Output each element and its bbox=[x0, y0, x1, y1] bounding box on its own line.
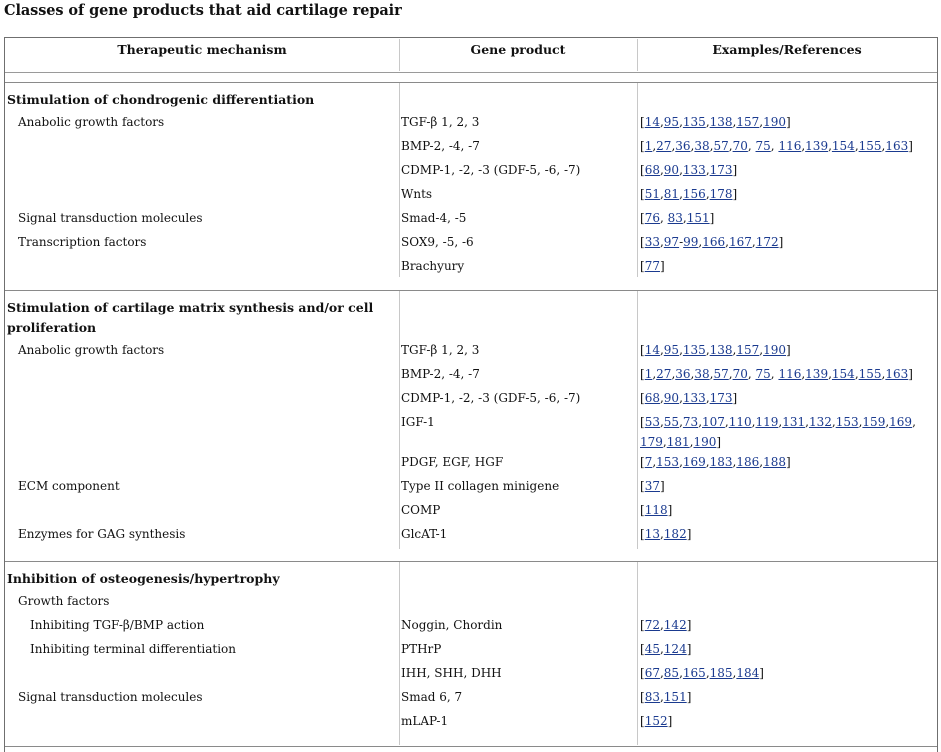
reference-link[interactable]: 53 bbox=[644, 415, 660, 429]
section-heading: proliferation bbox=[7, 320, 97, 335]
reference-link[interactable]: 157 bbox=[736, 343, 760, 357]
references-cell: [68,90,133,173] bbox=[640, 163, 738, 177]
reference-link[interactable]: 152 bbox=[644, 714, 668, 728]
reference-link[interactable]: 163 bbox=[885, 139, 909, 153]
reference-link[interactable]: 36 bbox=[675, 367, 691, 381]
reference-link[interactable]: 90 bbox=[663, 163, 680, 177]
gene-product-cell: Smad-4, -5 bbox=[401, 211, 467, 225]
reference-link[interactable]: 139 bbox=[805, 367, 829, 381]
reference-link[interactable]: 75 bbox=[755, 139, 771, 153]
gene-product-cell: CDMP-1, -2, -3 (GDF-5, -6, -7) bbox=[401, 391, 581, 405]
reference-link[interactable]: 116 bbox=[778, 367, 802, 381]
reference-link[interactable]: 188 bbox=[763, 455, 786, 469]
reference-link[interactable]: 14 bbox=[644, 115, 660, 129]
mechanism-label: ECM component bbox=[18, 479, 120, 493]
references-cell: [83,151] bbox=[640, 690, 692, 704]
reference-link[interactable]: 107 bbox=[702, 415, 725, 429]
references-cell: [77] bbox=[640, 259, 665, 273]
reference-link[interactable]: 72 bbox=[644, 618, 660, 632]
gene-product-cell: Wnts bbox=[401, 187, 433, 201]
gene-product-cell: mLAP-1 bbox=[401, 714, 449, 728]
references-cell: [33,97-99,166,167,172] bbox=[640, 235, 784, 249]
reference-link[interactable]: 138 bbox=[709, 115, 733, 129]
reference-link[interactable]: 133 bbox=[682, 163, 706, 177]
reference-link[interactable]: 133 bbox=[682, 391, 706, 405]
reference-link[interactable]: 179 bbox=[640, 435, 663, 449]
reference-link[interactable]: 166 bbox=[702, 235, 726, 249]
gene-product-cell: IHH, SHH, DHH bbox=[401, 666, 502, 680]
reference-link[interactable]: 135 bbox=[682, 343, 706, 357]
column-divider bbox=[399, 39, 400, 71]
reference-link[interactable]: 95 bbox=[663, 343, 680, 357]
reference-link[interactable]: 119 bbox=[755, 415, 779, 429]
reference-link[interactable]: 67 bbox=[644, 666, 660, 680]
reference-link[interactable]: 131 bbox=[782, 415, 806, 429]
reference-link[interactable]: 173 bbox=[709, 163, 733, 177]
reference-link[interactable]: 77 bbox=[644, 259, 660, 273]
reference-link[interactable]: 45 bbox=[644, 642, 660, 656]
mechanism-label: Inhibiting TGF-β/BMP action bbox=[30, 618, 205, 632]
references-cell: [152] bbox=[640, 714, 673, 728]
reference-link[interactable]: 163 bbox=[885, 367, 909, 381]
reference-link[interactable]: 173 bbox=[709, 391, 733, 405]
section-heading: Stimulation of cartilage matrix synthesis and/or cell bbox=[7, 300, 374, 315]
table-bottom-divider bbox=[5, 746, 937, 747]
reference-link[interactable]: 1 bbox=[644, 139, 653, 153]
reference-link[interactable]: 167 bbox=[728, 235, 752, 249]
reference-link[interactable]: 178 bbox=[709, 187, 733, 201]
references-cell: [118] bbox=[640, 503, 673, 517]
reference-link[interactable]: 155 bbox=[858, 139, 882, 153]
references-cell: [1,27,36,38,57,70, 75, 116,139,154,155,163] bbox=[640, 367, 913, 381]
reference-link[interactable]: 1 bbox=[644, 367, 653, 381]
gene-product-cell: Noggin, Chordin bbox=[401, 618, 503, 632]
reference-link[interactable]: 27 bbox=[656, 367, 672, 381]
references-cell: [51,81,156,178] bbox=[640, 187, 738, 201]
reference-link[interactable]: 7 bbox=[644, 455, 653, 469]
reference-link[interactable]: 27 bbox=[656, 139, 672, 153]
references-cell: [13,182] bbox=[640, 527, 692, 541]
section-heading: Stimulation of chondrogenic differentiation bbox=[7, 92, 315, 107]
reference-link[interactable]: 182 bbox=[663, 527, 687, 541]
reference-link[interactable]: 184 bbox=[736, 666, 760, 680]
section-divider bbox=[5, 561, 937, 562]
reference-link[interactable]: 154 bbox=[831, 367, 855, 381]
mechanism-label: Growth factors bbox=[18, 594, 110, 608]
gene-product-cell: BMP-2, -4, -7 bbox=[401, 367, 480, 381]
reference-link[interactable]: 153 bbox=[656, 455, 680, 469]
gene-product-cell: Type II collagen minigene bbox=[401, 479, 560, 493]
section-divider bbox=[5, 82, 937, 83]
reference-link[interactable]: 36 bbox=[675, 139, 691, 153]
mechanism-label: Inhibiting terminal differentiation bbox=[30, 642, 236, 656]
gene-product-cell: Smad 6, 7 bbox=[401, 690, 463, 704]
column-divider bbox=[399, 562, 400, 745]
references-cell: [14,95,135,138,157,190] bbox=[640, 115, 791, 129]
reference-link[interactable]: 73 bbox=[682, 415, 699, 429]
reference-link[interactable]: 185 bbox=[709, 666, 733, 680]
reference-link[interactable]: 83 bbox=[667, 211, 683, 225]
column-divider bbox=[637, 562, 638, 745]
reference-link[interactable]: 172 bbox=[755, 235, 779, 249]
reference-link[interactable]: 157 bbox=[736, 115, 760, 129]
mechanism-label: Signal transduction molecules bbox=[18, 211, 203, 225]
mechanism-label: Enzymes for GAG synthesis bbox=[18, 527, 186, 541]
reference-link[interactable]: 151 bbox=[686, 211, 710, 225]
reference-link[interactable]: 118 bbox=[644, 503, 668, 517]
mechanism-label: Anabolic growth factors bbox=[18, 115, 165, 129]
reference-link[interactable]: 132 bbox=[808, 415, 832, 429]
column-divider bbox=[399, 83, 400, 277]
reference-link[interactable]: 38 bbox=[694, 139, 710, 153]
reference-link[interactable]: 116 bbox=[778, 139, 802, 153]
reference-link[interactable]: 68 bbox=[644, 391, 660, 405]
header-gene-product: Gene product bbox=[470, 42, 566, 57]
header-examples-references: Examples/References bbox=[712, 42, 862, 57]
reference-link[interactable]: 75 bbox=[755, 367, 771, 381]
gene-product-cell: COMP bbox=[401, 503, 441, 517]
mechanism-label: Transcription factors bbox=[18, 235, 147, 249]
column-divider bbox=[399, 291, 400, 549]
reference-link[interactable]: 95 bbox=[663, 115, 680, 129]
references-cell: [45,124] bbox=[640, 642, 692, 656]
gene-product-cell: CDMP-1, -2, -3 (GDF-5, -6, -7) bbox=[401, 163, 581, 177]
reference-link[interactable]: 70 bbox=[732, 139, 748, 153]
reference-link[interactable]: 76 bbox=[644, 211, 660, 225]
references-cell: [53,55,73,107,110,119,131,132,153,159,169, bbox=[640, 415, 916, 429]
reference-link[interactable]: 135 bbox=[682, 115, 706, 129]
reference-link[interactable]: 37 bbox=[644, 479, 660, 493]
reference-link[interactable]: 38 bbox=[694, 367, 710, 381]
mechanism-label: Signal transduction molecules bbox=[18, 690, 203, 704]
gene-products-table bbox=[4, 37, 938, 752]
reference-link[interactable]: 169 bbox=[889, 415, 913, 429]
header-divider bbox=[5, 72, 937, 73]
reference-link[interactable]: 81 bbox=[663, 187, 680, 201]
reference-link[interactable]: 186 bbox=[736, 455, 760, 469]
reference-link[interactable]: 169 bbox=[682, 455, 706, 469]
references-cell: [14,95,135,138,157,190] bbox=[640, 343, 791, 357]
references-cell: [68,90,133,173] bbox=[640, 391, 738, 405]
reference-link[interactable]: 90 bbox=[663, 391, 680, 405]
table-title: Classes of gene products that aid cartilage repair bbox=[4, 2, 402, 19]
reference-link[interactable]: 181 bbox=[666, 435, 690, 449]
references-cell: [67,85,165,185,184] bbox=[640, 666, 764, 680]
reference-link[interactable]: 13 bbox=[644, 527, 660, 541]
reference-link[interactable]: 14 bbox=[644, 343, 660, 357]
gene-product-cell: IGF-1 bbox=[401, 415, 435, 429]
references-cell: [72,142] bbox=[640, 618, 692, 632]
reference-link[interactable]: 68 bbox=[644, 163, 660, 177]
reference-link[interactable]: 85 bbox=[663, 666, 680, 680]
reference-link[interactable]: 153 bbox=[835, 415, 859, 429]
reference-link[interactable]: 139 bbox=[805, 139, 829, 153]
reference-link[interactable]: 183 bbox=[709, 455, 733, 469]
references-cell: [7,153,169,183,186,188] bbox=[640, 455, 791, 469]
reference-link[interactable]: 55 bbox=[663, 415, 680, 429]
gene-product-cell: BMP-2, -4, -7 bbox=[401, 139, 480, 153]
references-cell: [1,27,36,38,57,70, 75, 116,139,154,155,163] bbox=[640, 139, 913, 153]
reference-link[interactable]: 151 bbox=[663, 690, 687, 704]
column-divider bbox=[637, 291, 638, 549]
reference-link[interactable]: 97 bbox=[663, 235, 680, 249]
reference-link[interactable]: 156 bbox=[682, 187, 706, 201]
gene-product-cell: SOX9, -5, -6 bbox=[401, 235, 474, 249]
reference-link[interactable]: 142 bbox=[663, 618, 687, 632]
references-cell: [37] bbox=[640, 479, 665, 493]
reference-link[interactable]: 159 bbox=[862, 415, 886, 429]
reference-link[interactable]: 154 bbox=[831, 139, 855, 153]
reference-link[interactable]: 165 bbox=[682, 666, 706, 680]
section-divider bbox=[5, 290, 937, 291]
gene-product-cell: PDGF, EGF, HGF bbox=[401, 455, 504, 469]
reference-link[interactable]: 190 bbox=[763, 115, 787, 129]
mechanism-label: Anabolic growth factors bbox=[18, 343, 165, 357]
reference-link[interactable]: 155 bbox=[858, 367, 882, 381]
gene-product-cell: TGF-β 1, 2, 3 bbox=[401, 115, 480, 129]
reference-link[interactable]: 190 bbox=[693, 435, 717, 449]
reference-link[interactable]: 57 bbox=[713, 367, 729, 381]
gene-product-cell: Brachyury bbox=[401, 259, 465, 273]
gene-product-cell: PTHrP bbox=[401, 642, 442, 656]
reference-link[interactable]: 190 bbox=[763, 343, 787, 357]
header-therapeutic-mechanism: Therapeutic mechanism bbox=[117, 42, 287, 57]
reference-link[interactable]: 70 bbox=[732, 367, 748, 381]
reference-link[interactable]: 57 bbox=[713, 139, 729, 153]
section-heading: Inhibition of osteogenesis/hypertrophy bbox=[7, 571, 280, 586]
gene-product-cell: GlcAT-1 bbox=[401, 527, 448, 541]
column-divider bbox=[637, 39, 638, 71]
references-cell: 179,181,190] bbox=[640, 435, 722, 449]
column-divider bbox=[637, 83, 638, 277]
reference-link[interactable]: 138 bbox=[709, 343, 733, 357]
reference-link[interactable]: 124 bbox=[663, 642, 687, 656]
reference-link[interactable]: 33 bbox=[644, 235, 660, 249]
gene-product-cell: TGF-β 1, 2, 3 bbox=[401, 343, 480, 357]
reference-link[interactable]: 83 bbox=[644, 690, 660, 704]
reference-link[interactable]: 51 bbox=[644, 187, 660, 201]
reference-link[interactable]: 110 bbox=[728, 415, 752, 429]
references-cell: [76, 83,151] bbox=[640, 211, 715, 225]
reference-link[interactable]: 99 bbox=[683, 235, 699, 249]
